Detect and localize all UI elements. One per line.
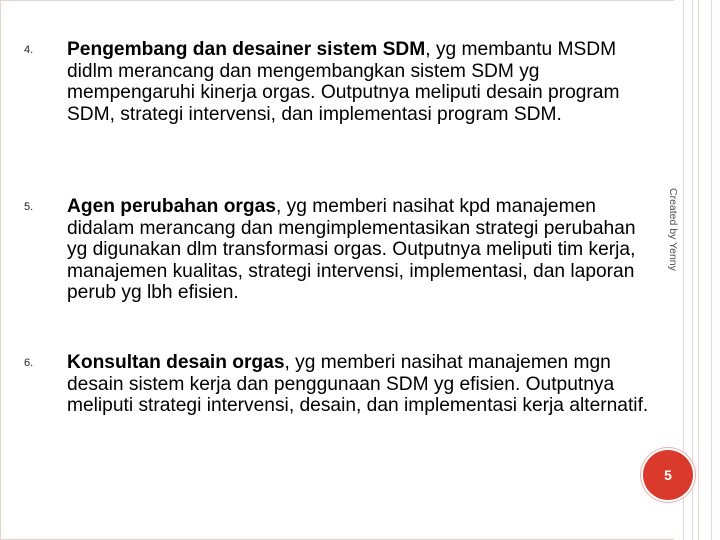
item-description: , yg memberi nasihat manajemen mgn desain sistem kerja dan penggunaan SDM yg efisien. Outputnya meliputi strategi intervensi, desain, dan implementasi kerja alternatif. [67,352,649,416]
item-term: Pengembang dan desainer sistem SDM [67,39,426,60]
page-number-badge: 5 [643,450,693,500]
item-description: , yg memberi nasihat kpd manajemen didalam merancang dan mengimplementasikan strategi perubahan yg digunakan dlm transformasi orgas. Outputnya meliputi tim kerja, manajemen kualitas, strategi intervensi, implementasi, dan laporan perub yg lbh efisien. [67,196,636,303]
item-term: Konsultan desain orgas [67,352,285,373]
item-number: 6. [24,357,34,369]
decorative-line [698,0,699,540]
author-side-label: Created by Yenny [667,188,679,271]
item-number: 5. [24,201,34,213]
item-description: , yg membantu MSDM didlm merancang dan mengembangkan sistem SDM yg mempengaruhi kinerja orgas. Outputnya meliputi desain program SDM, strategi intervensi, dan implementasi program SDM. [67,39,620,125]
decorative-line [692,0,693,540]
item-text [67,39,652,125]
item-number: 4. [24,44,34,56]
item-text [67,352,652,417]
item-text [67,196,652,304]
item-term: Agen perubahan orgas [67,196,276,217]
decorative-line [711,0,712,540]
